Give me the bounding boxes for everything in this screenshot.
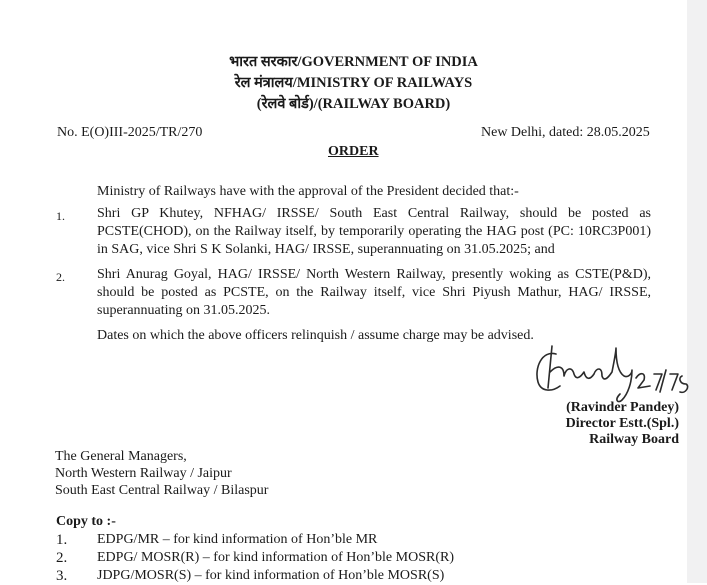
- closing-text: Dates on which the above officers relinquish / assume charge may be advised.: [97, 328, 534, 343]
- copy-item: EDPG/MR – for kind information of Hon’ble MR: [97, 532, 378, 547]
- item-number: 2.: [56, 270, 65, 284]
- copy-item-number: 3.: [56, 568, 68, 584]
- copy-item-number: 1.: [56, 532, 68, 548]
- reference-number: No. E(O)III-2025/TR/270: [57, 125, 203, 140]
- issue-date: New Delhi, dated: 28.05.2025: [481, 125, 650, 140]
- signatory-designation: Director Estt.(Spl.): [565, 416, 679, 431]
- order-title: ORDER: [328, 144, 379, 159]
- addressee-line-2: North Western Railway / Jaipur: [55, 466, 232, 481]
- order-item-2: Shri Anurag Goyal, HAG/ IRSSE/ North Western Railway, presently woking as CSTE(P&D), should be posted as PCSTE, on the Railway itself, vice Shri Piyush Mathur, HAG/ IRSSE, superannuating on 31.05.2025.: [97, 267, 651, 318]
- copy-item: EDPG/ MOSR(R) – for kind information of Hon’ble MOSR(R): [97, 550, 454, 565]
- copy-item: JDPG/MOSR(S) – for kind information of Hon’ble MOSR(S): [97, 568, 445, 583]
- header-government: भारत सरकार/GOVERNMENT OF INDIA: [229, 54, 478, 70]
- copy-item-number: 2.: [56, 550, 68, 566]
- addressee-line-3: South East Central Railway / Bilaspur: [55, 483, 269, 498]
- item-number: 1.: [56, 209, 65, 223]
- intro-text: Ministry of Railways have with the approval of the President decided that:-: [97, 184, 519, 199]
- addressee-line-1: The General Managers,: [55, 449, 187, 464]
- header-ministry: रेल मंत्रालय/MINISTRY OF RAILWAYS: [234, 75, 473, 91]
- signatory-name: (Ravinder Pandey): [566, 400, 679, 415]
- copy-to-title: Copy to :-: [56, 514, 116, 529]
- header-board: (रेलवे बोर्ड)/(RAILWAY BOARD): [256, 96, 451, 112]
- order-item-1: Shri GP Khutey, NFHAG/ IRSSE/ South East Central Railway, should be posted as PCSTE(CHOD), on the Railway itself, by temporarily operating the HAG post (PC: 10RC3P001) in SAG, vice Shri S K Solanki, HAG/ IRSSE, superannuating on 31.05.2025; and: [97, 206, 651, 257]
- signatory-office: Railway Board: [589, 432, 679, 447]
